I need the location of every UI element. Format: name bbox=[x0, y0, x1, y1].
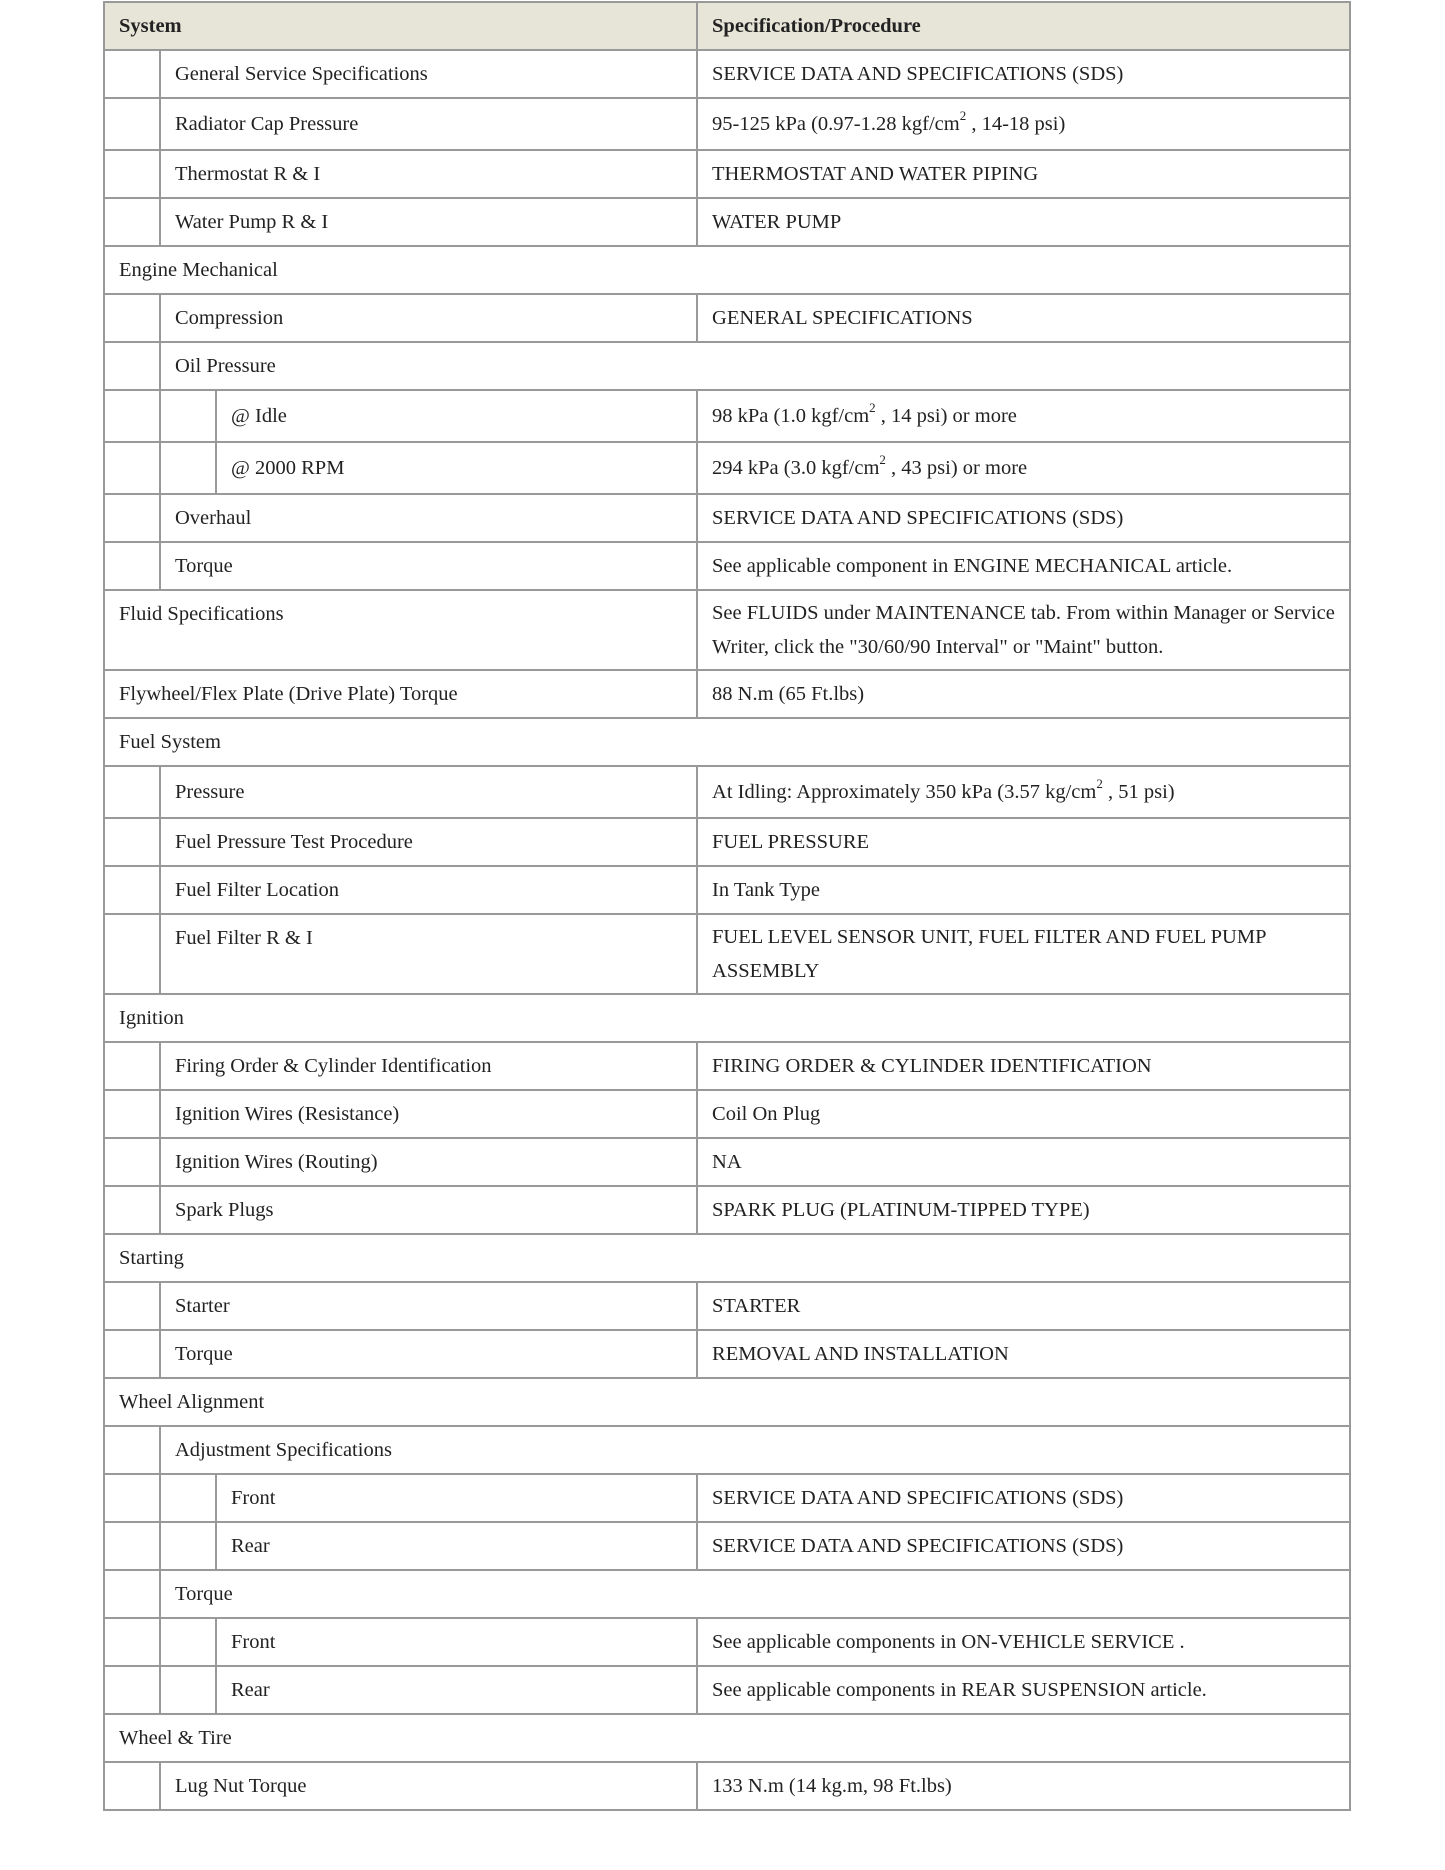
row-label: Ignition Wires (Routing) bbox=[160, 1138, 697, 1186]
indent-cell bbox=[160, 442, 216, 494]
section-label: Wheel & Tire bbox=[104, 1714, 1350, 1762]
section-label: Wheel Alignment bbox=[104, 1378, 1350, 1426]
value-text: At Idling: Approximately 350 kPa (3.57 kg/cm bbox=[712, 781, 1097, 803]
row-value: See FLUIDS under MAINTENANCE tab. From within Manager or Service Writer, click the "30/60/90 Interval" or "Maint" button. bbox=[697, 590, 1350, 670]
superscript: 2 bbox=[959, 108, 967, 124]
row-value: SERVICE DATA AND SPECIFICATIONS (SDS) bbox=[697, 50, 1350, 98]
value-text: , 14 psi) or more bbox=[875, 405, 1017, 427]
table-row bbox=[104, 1522, 1350, 1570]
indent-cell bbox=[104, 866, 160, 914]
row-label: Flywheel/Flex Plate (Drive Plate) Torque bbox=[104, 670, 697, 718]
row-value: FUEL LEVEL SENSOR UNIT, FUEL FILTER AND FUEL PUMP ASSEMBLY bbox=[697, 914, 1350, 994]
row-value: See applicable component in ENGINE MECHANICAL article. bbox=[697, 542, 1350, 590]
row-label: Spark Plugs bbox=[160, 1186, 697, 1234]
row-value: 88 N.m (65 Ft.lbs) bbox=[697, 670, 1350, 718]
indent-cell bbox=[104, 1138, 160, 1186]
row-label: Rear bbox=[216, 1666, 697, 1714]
row-value bbox=[697, 98, 1350, 150]
value-text: 98 kPa (1.0 kgf/cm bbox=[712, 405, 870, 427]
table-row bbox=[104, 766, 1350, 818]
table-row bbox=[104, 50, 1350, 98]
indent-cell bbox=[104, 1426, 160, 1474]
row-value: SERVICE DATA AND SPECIFICATIONS (SDS) bbox=[697, 494, 1350, 542]
value-text: 95-125 kPa (0.97-1.28 kgf/cm bbox=[712, 113, 960, 135]
table-row bbox=[104, 866, 1350, 914]
row-label: Rear bbox=[216, 1522, 697, 1570]
row-label: Thermostat R & I bbox=[160, 150, 697, 198]
row-value: SERVICE DATA AND SPECIFICATIONS (SDS) bbox=[697, 1522, 1350, 1570]
superscript: 2 bbox=[1096, 776, 1103, 792]
table-row bbox=[104, 1138, 1350, 1186]
value-text: , 43 psi) or more bbox=[885, 457, 1028, 479]
row-label: Firing Order & Cylinder Identification bbox=[160, 1042, 697, 1090]
indent-cell bbox=[104, 342, 160, 390]
table-row bbox=[104, 1330, 1350, 1378]
table-row bbox=[104, 442, 1350, 494]
section-row bbox=[104, 1378, 1350, 1426]
indent-cell bbox=[104, 1522, 160, 1570]
section-row bbox=[104, 1234, 1350, 1282]
table-row bbox=[104, 1474, 1350, 1522]
table-row bbox=[104, 1282, 1350, 1330]
subsection-row bbox=[104, 1570, 1350, 1618]
row-label: Front bbox=[216, 1474, 697, 1522]
indent-cell bbox=[104, 442, 160, 494]
table-row bbox=[104, 670, 1350, 718]
indent-cell bbox=[104, 1330, 160, 1378]
row-value: THERMOSTAT AND WATER PIPING bbox=[697, 150, 1350, 198]
table-row bbox=[104, 1042, 1350, 1090]
section-row bbox=[104, 1714, 1350, 1762]
row-label: Compression bbox=[160, 294, 697, 342]
table-row bbox=[104, 818, 1350, 866]
table-row bbox=[104, 390, 1350, 442]
value-text: 294 kPa (3.0 kgf/cm bbox=[712, 457, 880, 479]
row-label: Fuel Pressure Test Procedure bbox=[160, 818, 697, 866]
indent-cell bbox=[160, 1474, 216, 1522]
indent-cell bbox=[160, 1618, 216, 1666]
row-value bbox=[697, 766, 1350, 818]
row-label: Front bbox=[216, 1618, 697, 1666]
indent-cell bbox=[104, 1282, 160, 1330]
row-value: Coil On Plug bbox=[697, 1090, 1350, 1138]
section-label: Starting bbox=[104, 1234, 1350, 1282]
row-label: Lug Nut Torque bbox=[160, 1762, 697, 1810]
indent-cell bbox=[104, 98, 160, 150]
section-label: Engine Mechanical bbox=[104, 246, 1350, 294]
row-value: 133 N.m (14 kg.m, 98 Ft.lbs) bbox=[697, 1762, 1350, 1810]
table-row bbox=[104, 98, 1350, 150]
indent-cell bbox=[104, 1666, 160, 1714]
indent-cell bbox=[104, 1618, 160, 1666]
indent-cell bbox=[104, 1042, 160, 1090]
indent-cell bbox=[104, 198, 160, 246]
table-row bbox=[104, 198, 1350, 246]
indent-cell bbox=[104, 1186, 160, 1234]
subsection-label: Oil Pressure bbox=[160, 342, 1350, 390]
row-value: GENERAL SPECIFICATIONS bbox=[697, 294, 1350, 342]
table-row bbox=[104, 1618, 1350, 1666]
row-value: SPARK PLUG (PLATINUM-TIPPED TYPE) bbox=[697, 1186, 1350, 1234]
indent-cell bbox=[104, 50, 160, 98]
section-row bbox=[104, 246, 1350, 294]
indent-cell bbox=[104, 294, 160, 342]
row-value: SERVICE DATA AND SPECIFICATIONS (SDS) bbox=[697, 1474, 1350, 1522]
superscript: 2 bbox=[869, 400, 876, 416]
superscript: 2 bbox=[879, 452, 886, 468]
table-row bbox=[104, 1666, 1350, 1714]
row-value: See applicable components in REAR SUSPENSION article. bbox=[697, 1666, 1350, 1714]
row-label: @ Idle bbox=[216, 390, 697, 442]
row-label: Pressure bbox=[160, 766, 697, 818]
indent-cell bbox=[104, 1570, 160, 1618]
row-value: FIRING ORDER & CYLINDER IDENTIFICATION bbox=[697, 1042, 1350, 1090]
indent-cell bbox=[104, 390, 160, 442]
section-row bbox=[104, 718, 1350, 766]
row-value: STARTER bbox=[697, 1282, 1350, 1330]
indent-cell bbox=[104, 542, 160, 590]
indent-cell bbox=[104, 1762, 160, 1810]
indent-cell bbox=[160, 1666, 216, 1714]
subsection-row bbox=[104, 342, 1350, 390]
row-value: REMOVAL AND INSTALLATION bbox=[697, 1330, 1350, 1378]
value-text: , 14-18 psi) bbox=[966, 113, 1066, 135]
table-row bbox=[104, 590, 1350, 670]
value-text: , 51 psi) bbox=[1102, 781, 1175, 803]
indent-cell bbox=[160, 1522, 216, 1570]
section-row bbox=[104, 994, 1350, 1042]
table-row bbox=[104, 1090, 1350, 1138]
indent-cell bbox=[104, 150, 160, 198]
row-value bbox=[697, 442, 1350, 494]
table-row bbox=[104, 1186, 1350, 1234]
section-label: Ignition bbox=[104, 994, 1350, 1042]
subsection-label: Adjustment Specifications bbox=[160, 1426, 1350, 1474]
row-label: General Service Specifications bbox=[160, 50, 697, 98]
spec-column-header: Specification/Procedure bbox=[697, 2, 1350, 50]
indent-cell bbox=[104, 818, 160, 866]
table-row bbox=[104, 542, 1350, 590]
row-label: Overhaul bbox=[160, 494, 697, 542]
table-row bbox=[104, 914, 1350, 994]
indent-cell bbox=[104, 914, 160, 994]
row-label: Ignition Wires (Resistance) bbox=[160, 1090, 697, 1138]
indent-cell bbox=[104, 766, 160, 818]
table-row bbox=[104, 1762, 1350, 1810]
specifications-table bbox=[103, 1, 1351, 1811]
table-row bbox=[104, 494, 1350, 542]
row-value: FUEL PRESSURE bbox=[697, 818, 1350, 866]
indent-cell bbox=[104, 494, 160, 542]
system-column-header: System bbox=[104, 2, 697, 50]
table-header-row bbox=[104, 2, 1350, 50]
subsection-row bbox=[104, 1426, 1350, 1474]
row-label: Torque bbox=[160, 1330, 697, 1378]
indent-cell bbox=[104, 1090, 160, 1138]
section-label: Fuel System bbox=[104, 718, 1350, 766]
row-value: WATER PUMP bbox=[697, 198, 1350, 246]
row-value: NA bbox=[697, 1138, 1350, 1186]
row-value bbox=[697, 390, 1350, 442]
row-label: Starter bbox=[160, 1282, 697, 1330]
row-label: Fuel Filter Location bbox=[160, 866, 697, 914]
subsection-label: Torque bbox=[160, 1570, 1350, 1618]
row-value: See applicable components in ON-VEHICLE SERVICE . bbox=[697, 1618, 1350, 1666]
row-label: Radiator Cap Pressure bbox=[160, 98, 697, 150]
row-label: Fuel Filter R & I bbox=[160, 914, 697, 994]
row-value: In Tank Type bbox=[697, 866, 1350, 914]
table-row bbox=[104, 150, 1350, 198]
indent-cell bbox=[104, 1474, 160, 1522]
row-label: Water Pump R & I bbox=[160, 198, 697, 246]
table-row bbox=[104, 294, 1350, 342]
row-label: Torque bbox=[160, 542, 697, 590]
row-label: @ 2000 RPM bbox=[216, 442, 697, 494]
indent-cell bbox=[160, 390, 216, 442]
row-label: Fluid Specifications bbox=[104, 590, 697, 670]
